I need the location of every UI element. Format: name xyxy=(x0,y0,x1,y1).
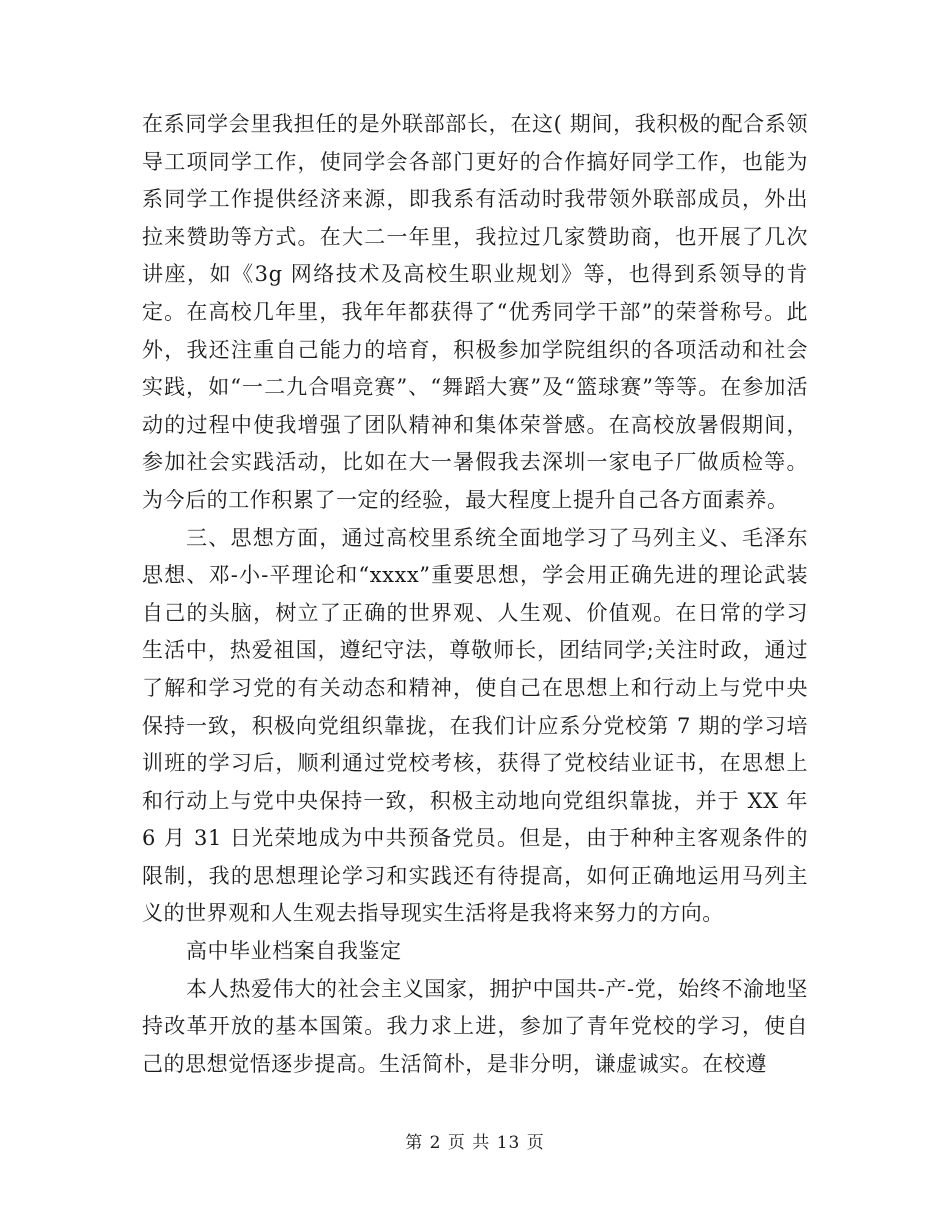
page-number-label: 第 2 页 共 13 页 xyxy=(405,1133,545,1153)
paragraph-student-union: 在系同学会里我担任的是外联部部长，在这( 期间，我积极的配合系领导工项同学工作，使同学会各部门更好的合作搞好同学工作，也能为系同学工作提供经济来源，即我系有活动时我带领外联部成员，外出拉来赞助等方式。在大二一年里，我拉过几家赞助商，也开展了几次讲座，如《3g 网络技术及高校生职业规划》等，也得到系领导的肯定。在高校几年里，我年年都获得了“优秀同学干部”的荣誉称号。此外，我还注重自己能力的培育，积极参加学院组织的各项活动和社会实践，如“一二九合唱竞赛”、“舞蹈大赛”及“篮球赛”等等。在参加活动的过程中使我增强了团队精神和集体荣誉感。在高校放暑假期间，参加社会实践活动，比如在大一暑假我去深圳一家电子厂做质检等。为今后的工作积累了一定的经验，最大程度上提升自己各方面素养。 xyxy=(142,112,808,512)
paragraph-self-evaluation: 本人热爱伟大的社会主义国家，拥护中国共-产-党，始终不渝地坚持改革开放的基本国策。我力求上进，参加了青年党校的学习，使自己的思想觉悟逐步提高。生活简朴，是非分明，谦虚诚实。在校遵 xyxy=(142,976,808,1076)
document-body xyxy=(142,106,808,1083)
section-heading-self-evaluation: 高中毕业档案自我鉴定 xyxy=(186,939,402,964)
page-footer xyxy=(0,1128,950,1153)
paragraph-ideology: 三、思想方面，通过高校里系统全面地学习了马列主义、毛泽东思想、邓-小-平理论和“xxxx”重要思想，学会用正确先进的理论武装自己的头脑，树立了正确的世界观、人生观、价值观。在日常的学习生活中，热爱祖国，遵纪守法，尊敬师长，团结同学;关注时政，通过了解和学习党的有关动态和精神，使自己在思想上和行动上与党中央保持一致，积极向党组织靠拢，在我们计应系分党校第 7 期的学习培训班的学习后，顺利通过党校考核，获得了党校结业证书，在思想上和行动上与党中央保持一致，积极主动地向党组织靠拢，并于 XX 年 6 月 31 日光荣地成为中共预备党员。但是，由于种种主客观条件的限制，我的思想理论学习和实践还有待提高，如何正确地运用马列主义的世界观和人生观去指导现实生活将是我将来努力的方向。 xyxy=(142,525,808,926)
